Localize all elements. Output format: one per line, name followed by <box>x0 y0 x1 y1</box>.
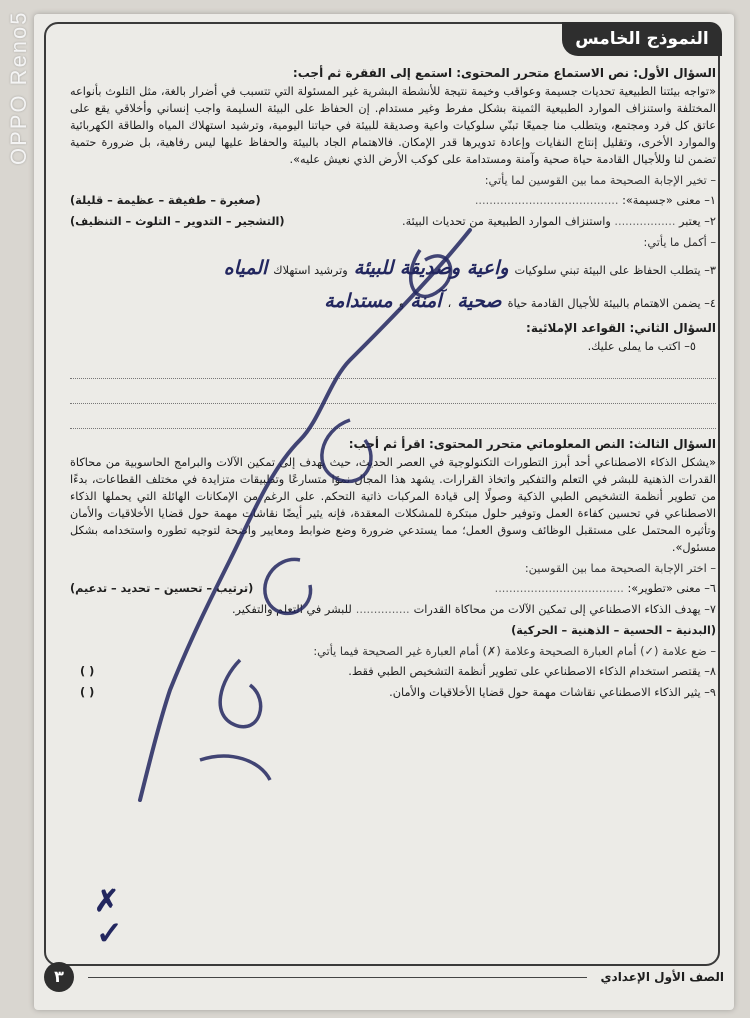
model-title: النموذج الخامس <box>562 22 722 56</box>
q3-item-9 <box>70 685 716 702</box>
q3-item-8 <box>70 664 716 681</box>
q1-item-1 <box>70 193 716 210</box>
item1-question: ١– معنى «جسيمة»: <box>622 193 716 207</box>
item4-handwritten-answer-3[interactable]: مستدامة <box>324 289 393 312</box>
item7-question: ٧– يهدف الذكاء الاصطناعي إلى تمكين الآلات من محاكاة القدرات <box>413 602 716 616</box>
page-footer <box>44 962 724 992</box>
grade-label: الصف الأول الإعدادي <box>600 970 724 984</box>
q1-complete-instruction: – أكمل ما يأتي: <box>643 235 716 249</box>
item4-handwritten-answer-1[interactable]: صحية <box>457 289 502 312</box>
item2-blank[interactable]: ................. <box>614 214 676 228</box>
item7-blank[interactable]: ............... <box>355 602 410 616</box>
q3-passage: «يشكل الذكاء الاصطناعي أحد أبرز التطورات التكنولوجية في العصر الحديث، حيث يهدف إلى تمكين الآلات والبرامج الحاسوبية من محاكاة القدرات الذهنية للبشر في التعلم والتفكير واتخاذ القرارات. يشهد هذا المجال نموًا متسارعًا وتطبيقات متزايدة في مختلف القطاعات، بدءًا من تطوير أنظمة التشخيص الطبي الذكية وصولًا إلى قيادة المركبات ذاتية التحكم. على الرغم من الإمكانات الهائلة التي يحملها الذكاء الاصطناعي في تحسين كفاءة العمل وتوفير حلول مبتكرة للمشكلات المعقدة، فإنه يثير أيضًا نقاشات مهمة حول قضايا الأخلاقيات والأمان وتأثيره المحتمل على مستقبل الوظائف وسوق العمل؛ مما يستدعي ضرورة وضع ضوابط ومعايير واضحة لتوجيه تطوره واستخدامه بشكل مسئول». <box>70 456 716 555</box>
dictation-lines <box>70 356 716 429</box>
item4-handwritten-answer-2[interactable]: آمنة <box>410 289 442 312</box>
item4-separator-2: و <box>398 296 405 310</box>
dictation-line[interactable] <box>70 356 716 379</box>
q3-heading: السؤال الثالث: النص المعلوماتي متحرر المحتوى: اقرأ ثم أجب: <box>348 437 716 452</box>
item7-rest: للبشر في التعلم والتفكير. <box>231 602 352 616</box>
item1-options: (صغيرة – طفيفة – عظيمة – قليلة) <box>70 193 261 207</box>
q3-item-7 <box>70 602 716 619</box>
item3-question: ٣– يتطلب الحفاظ على البيئة تبني سلوكيات <box>514 264 716 278</box>
item1-blank[interactable]: ........................................ <box>474 193 619 207</box>
device-watermark: OPPO Reno5 <box>6 10 31 165</box>
item3-handwritten-answer-2[interactable]: المياه <box>223 257 268 280</box>
worksheet-content <box>70 64 716 706</box>
item3-handwritten-answer-1[interactable]: واعية وصديقة للبيئة <box>353 257 509 280</box>
item9-check-mark: ✓ <box>96 914 123 952</box>
q3-mark-instruction: – ضع علامة (✓) أمام العبارة الصحيحة وعلامة (✗) أمام العبارة غير الصحيحة فيما يأتي: <box>313 644 716 658</box>
item3-middle: وترشيد استهلاك <box>273 264 348 278</box>
item2-options: (التشجير – التدوير – التلوث – التنظيف) <box>70 214 285 228</box>
item4-question: ٤– يضمن الاهتمام بالبيئة للأجيال القادمة حياة <box>507 296 716 310</box>
footer-rule <box>88 977 587 978</box>
q1-heading: السؤال الأول: نص الاستماع متحرر المحتوى: استمع إلى الفقرة ثم أجب: <box>292 66 716 80</box>
q1-choose-instruction: – تخير الإجابة الصحيحة مما بين القوسين لما يأتي: <box>484 173 716 187</box>
q1-item-4 <box>70 287 716 316</box>
dictation-line[interactable] <box>70 406 716 429</box>
item8-question: ٨– يقتصر استخدام الذكاء الاصطناعي على تطوير أنظمة التشخيص الطبي فقط. <box>348 664 716 678</box>
q1-passage: «تواجه بيئتنا الطبيعية تحديات جسيمة وعواقب وخيمة نتيجة للأنشطة البشرية غير المسئولة التي تتسبب في أضرار بالغة، مثل التلوث بأنواعه المختلفة واستنزاف الموارد الطبيعية الثمينة بشكل مفرط وغير مستدام. إن الحفاظ على البيئة السليمة واجب إنساني وأخلاقي يقع على عاتق كل فرد ومجتمع، ويتطلب منا جميعًا تبنّي سلوكيات واعية وصديقة للبيئة في حياتنا اليومية، وترشيد استهلاك المياه والطاقة الكهربائية والموارد الأخرى، وتقليل إنتاج النفايات وإعادة تدويرها قدر الإمكان. فالاهتمام الجاد بالبيئة والحفاظ عليها ليس رفاهية، بل ضرورة حتمية تضمن لنا وللأجيال القادمة حياة صحية وآمنة ومستدامة على كوكب الأرض الذي نعيش عليه». <box>70 85 716 166</box>
item6-blank[interactable]: .................................... <box>494 581 624 595</box>
item8-answer-box[interactable]: ( ) <box>80 664 95 678</box>
q1-item-2 <box>70 214 716 231</box>
item7-options: (البدنية – الحسية – الذهنية – الحركية) <box>511 623 716 637</box>
q3-item-6 <box>70 581 716 598</box>
item4-separator-1: ، <box>447 296 452 310</box>
item9-answer-box[interactable]: ( ) <box>80 685 95 699</box>
item9-question: ٩– يثير الذكاء الاصطناعي نقاشات مهمة حول قضايا الأخلاقيات والأمان. <box>389 685 716 699</box>
q1-item-3 <box>70 254 716 283</box>
q3-item-7-options-row <box>70 623 716 640</box>
item8-cross-mark: ✗ <box>94 884 120 919</box>
q3-choose-instruction: – اختر الإجابة الصحيحة مما بين القوسين: <box>524 562 716 575</box>
item6-question: ٦– معنى «تطوير»: <box>627 581 716 595</box>
item2-question: ٢– يعتبر <box>679 214 716 228</box>
worksheet-page <box>34 14 734 1010</box>
dictation-line[interactable] <box>70 381 716 404</box>
item2-rest: واستنزاف الموارد الطبيعية من تحديات البيئة. <box>402 214 611 228</box>
page-number: ٣ <box>44 962 74 992</box>
q2-item-5: ٥– اكتب ما يملى عليك. <box>587 340 696 354</box>
q2-heading: السؤال الثاني: القواعد الإملائية: <box>526 321 716 336</box>
item6-options: (ترتيب – تحسين – تحديد – تدعيم) <box>70 581 254 595</box>
